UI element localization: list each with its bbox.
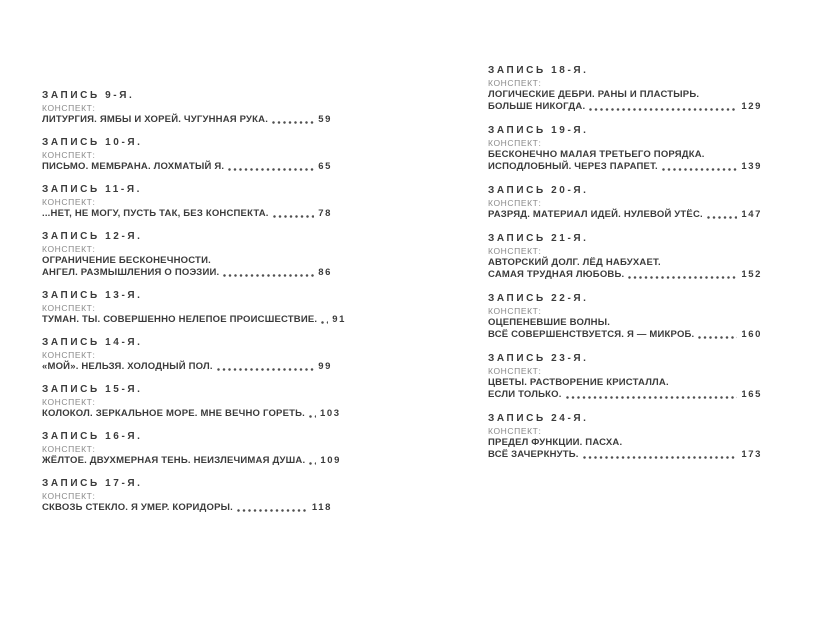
leader-dots: [582, 449, 738, 461]
entry-summary-line: [42, 314, 347, 326]
toc-right-column: [488, 65, 762, 473]
toc-entry-19: [488, 125, 762, 173]
leader-dots: [697, 329, 737, 341]
entry-summary-line: [488, 101, 762, 113]
toc-entry-14: [42, 337, 332, 373]
leader-dots: [236, 502, 308, 514]
leader-dots: [272, 208, 315, 220]
entry-page-number: 152: [741, 269, 762, 280]
entry-konspekt-label: КОНСПЕКТ:: [42, 103, 96, 113]
entry-page-number: 103: [319, 408, 341, 419]
leader-dots: [308, 408, 316, 420]
entry-page-number: 65: [318, 161, 332, 172]
entry-record-title: ЗАПИСЬ 23-Я.: [488, 353, 589, 364]
toc-left-column: [42, 90, 347, 525]
entry-record-title: ЗАПИСЬ 17-Я.: [42, 478, 143, 489]
entry-summary-text: ...НЕТ, НЕ МОГУ, ПУСТЬ ТАК, БЕЗ КОНСПЕКТА.: [42, 208, 269, 219]
toc-entry-22: [488, 293, 762, 341]
toc-entry-11: [42, 184, 332, 220]
entry-record-title: ЗАПИСЬ 20-Я.: [488, 185, 589, 196]
entry-summary-text: ПРЕДЕЛ ФУНКЦИИ. ПАСХА.: [488, 437, 623, 448]
toc-entry-17: [42, 478, 332, 514]
entry-summary-text: ВСЁ ЗАЧЕРКНУТЬ.: [488, 449, 579, 460]
entry-summary-line: [42, 208, 332, 220]
entry-konspekt-label: КОНСПЕКТ:: [42, 303, 96, 313]
entry-record-title: ЗАПИСЬ 22-Я.: [488, 293, 589, 304]
entry-konspekt-label: КОНСПЕКТ:: [488, 138, 542, 148]
entry-konspekt-label: КОНСПЕКТ:: [42, 444, 96, 454]
entry-summary-line: [42, 408, 341, 420]
entry-record-title: ЗАПИСЬ 11-Я.: [42, 184, 142, 195]
entry-summary-line: [488, 161, 762, 173]
entry-page-number: 147: [741, 209, 762, 220]
leader-dots: [706, 209, 737, 221]
entry-konspekt-label: КОНСПЕКТ:: [488, 306, 542, 316]
entry-page-number: 99: [318, 361, 332, 372]
entry-page-number: 109: [320, 455, 341, 466]
leader-dots: [320, 314, 328, 326]
entry-summary-text: ЦВЕТЫ. РАСТВОРЕНИЕ КРИСТАЛЛА.: [488, 377, 669, 388]
entry-page-number: 59: [318, 114, 332, 125]
entry-summary-text: КОЛОКОЛ. ЗЕРКАЛЬНОЕ МОРЕ. МНЕ ВЕЧНО ГОРЕТЬ.: [42, 408, 305, 419]
leader-dots: [216, 361, 315, 373]
entry-konspekt-label: КОНСПЕКТ:: [488, 78, 542, 88]
entry-summary-line: [488, 269, 762, 281]
entry-page-number: 86: [318, 267, 332, 278]
entry-page-number: 165: [741, 389, 762, 400]
toc-entry-15: [42, 384, 341, 420]
toc-entry-9: [42, 90, 332, 126]
entry-summary-text: СКВОЗЬ СТЕКЛО. Я УМЕР. КОРИДОРЫ.: [42, 502, 233, 513]
entry-summary-text: ЛОГИЧЕСКИЕ ДЕБРИ. РАНЫ И ПЛАСТЫРЬ.: [488, 89, 700, 100]
entry-konspekt-label: КОНСПЕКТ:: [488, 426, 542, 436]
leader-dots: [661, 161, 738, 173]
entry-konspekt-label: КОНСПЕКТ:: [42, 150, 96, 160]
entry-summary-text: ВСЁ СОВЕРШЕНСТВУЕТСЯ. Я — МИКРОБ.: [488, 329, 695, 340]
entry-page-number: 91: [332, 314, 347, 325]
entry-summary-text: САМАЯ ТРУДНАЯ ЛЮБОВЬ.: [488, 269, 625, 280]
entry-konspekt-label: КОНСПЕКТ:: [488, 246, 542, 256]
entry-summary-text: ОЦЕПЕНЕВШИЕ ВОЛНЫ.: [488, 317, 611, 328]
toc-entry-12: [42, 231, 332, 279]
entry-summary-line: [488, 449, 762, 461]
entry-summary-text: БОЛЬШЕ НИКОГДА.: [488, 101, 586, 112]
entry-summary-line: [42, 161, 332, 173]
leader-dots: [565, 389, 738, 401]
entry-konspekt-label: КОНСПЕКТ:: [42, 397, 96, 407]
entry-summary-text: АНГЕЛ. РАЗМЫШЛЕНИЯ О ПОЭЗИИ.: [42, 267, 220, 278]
entry-page-number: 139: [741, 161, 762, 172]
toc-entry-24: [488, 413, 762, 461]
entry-record-title: ЗАПИСЬ 9-Я.: [42, 90, 135, 101]
entry-record-title: ЗАПИСЬ 19-Я.: [488, 125, 589, 136]
entry-summary-text: РАЗРЯД. МАТЕРИАЛ ИДЕЙ. НУЛЕВОЙ УТЁС.: [488, 209, 703, 220]
entry-page-number: 173: [741, 449, 762, 460]
leader-dots: [222, 267, 314, 279]
entry-page-number: 129: [741, 101, 762, 112]
entry-summary-line: [488, 389, 762, 401]
entry-summary-text: БЕСКОНЕЧНО МАЛАЯ ТРЕТЬЕГО ПОРЯДКА.: [488, 149, 705, 160]
entry-konspekt-label: КОНСПЕКТ:: [42, 244, 96, 254]
leader-dots: [308, 455, 316, 467]
entry-page-number: 78: [318, 208, 332, 219]
entry-record-title: ЗАПИСЬ 24-Я.: [488, 413, 589, 424]
entry-summary-line: [488, 209, 762, 221]
leader-dots: [627, 269, 737, 281]
entry-konspekt-label: КОНСПЕКТ:: [42, 197, 96, 207]
toc-entry-21: [488, 233, 762, 281]
toc-entry-20: [488, 185, 762, 221]
entry-summary-line: [42, 361, 332, 373]
entry-record-title: ЗАПИСЬ 15-Я.: [42, 384, 143, 395]
toc-entry-18: [488, 65, 762, 113]
entry-record-title: ЗАПИСЬ 16-Я.: [42, 431, 143, 442]
toc-entry-23: [488, 353, 762, 401]
entry-konspekt-label: КОНСПЕКТ:: [488, 198, 542, 208]
entry-record-title: ЗАПИСЬ 18-Я.: [488, 65, 589, 76]
entry-record-title: ЗАПИСЬ 21-Я.: [488, 233, 589, 244]
entry-summary-line: [42, 267, 332, 279]
entry-page-number: 118: [311, 502, 332, 513]
leader-dots: [271, 114, 314, 126]
entry-summary-line: [42, 455, 341, 467]
entry-summary-text: ЕСЛИ ТОЛЬКО.: [488, 389, 562, 400]
entry-konspekt-label: КОНСПЕКТ:: [488, 366, 542, 376]
entry-summary-text: ЖЁЛТОЕ. ДВУХМЕРНАЯ ТЕНЬ. НЕИЗЛЕЧИМАЯ ДУША.: [42, 455, 306, 466]
toc-entry-16: [42, 431, 341, 467]
entry-konspekt-label: КОНСПЕКТ:: [42, 491, 96, 501]
entry-summary-line: [42, 114, 332, 126]
entry-summary-text: «МОЙ». НЕЛЬЗЯ. ХОЛОДНЫЙ ПОЛ.: [42, 361, 213, 372]
entry-record-title: ЗАПИСЬ 10-Я.: [42, 137, 143, 148]
entry-page-number: 160: [741, 329, 762, 340]
entry-summary-text: ОГРАНИЧЕНИЕ БЕСКОНЕЧНОСТИ.: [42, 255, 211, 266]
entry-summary-text: АВТОРСКИЙ ДОЛГ. ЛЁД НАБУХАЕТ.: [488, 257, 661, 268]
entry-record-title: ЗАПИСЬ 12-Я.: [42, 231, 143, 242]
entry-summary-line: [42, 502, 332, 514]
entry-summary-line: [488, 329, 762, 341]
entry-record-title: ЗАПИСЬ 13-Я.: [42, 290, 143, 301]
entry-konspekt-label: КОНСПЕКТ:: [42, 350, 96, 360]
leader-dots: [227, 161, 314, 173]
entry-summary-text: ЛИТУРГИЯ. ЯМБЫ И ХОРЕЙ. ЧУГУННАЯ РУКА.: [42, 114, 269, 125]
entry-summary-text: ТУМАН. ТЫ. СОВЕРШЕННО НЕЛЕПОЕ ПРОИСШЕСТВИЕ.: [42, 314, 318, 325]
toc-entry-10: [42, 137, 332, 173]
entry-summary-text: ПИСЬМО. МЕМБРАНА. ЛОХМАТЫЙ Я.: [42, 161, 225, 172]
toc-entry-13: [42, 290, 347, 326]
entry-record-title: ЗАПИСЬ 14-Я.: [42, 337, 143, 348]
leader-dots: [588, 101, 737, 113]
entry-summary-text: ИСПОДЛОБНЫЙ. ЧЕРЕЗ ПАРАПЕТ.: [488, 161, 658, 172]
